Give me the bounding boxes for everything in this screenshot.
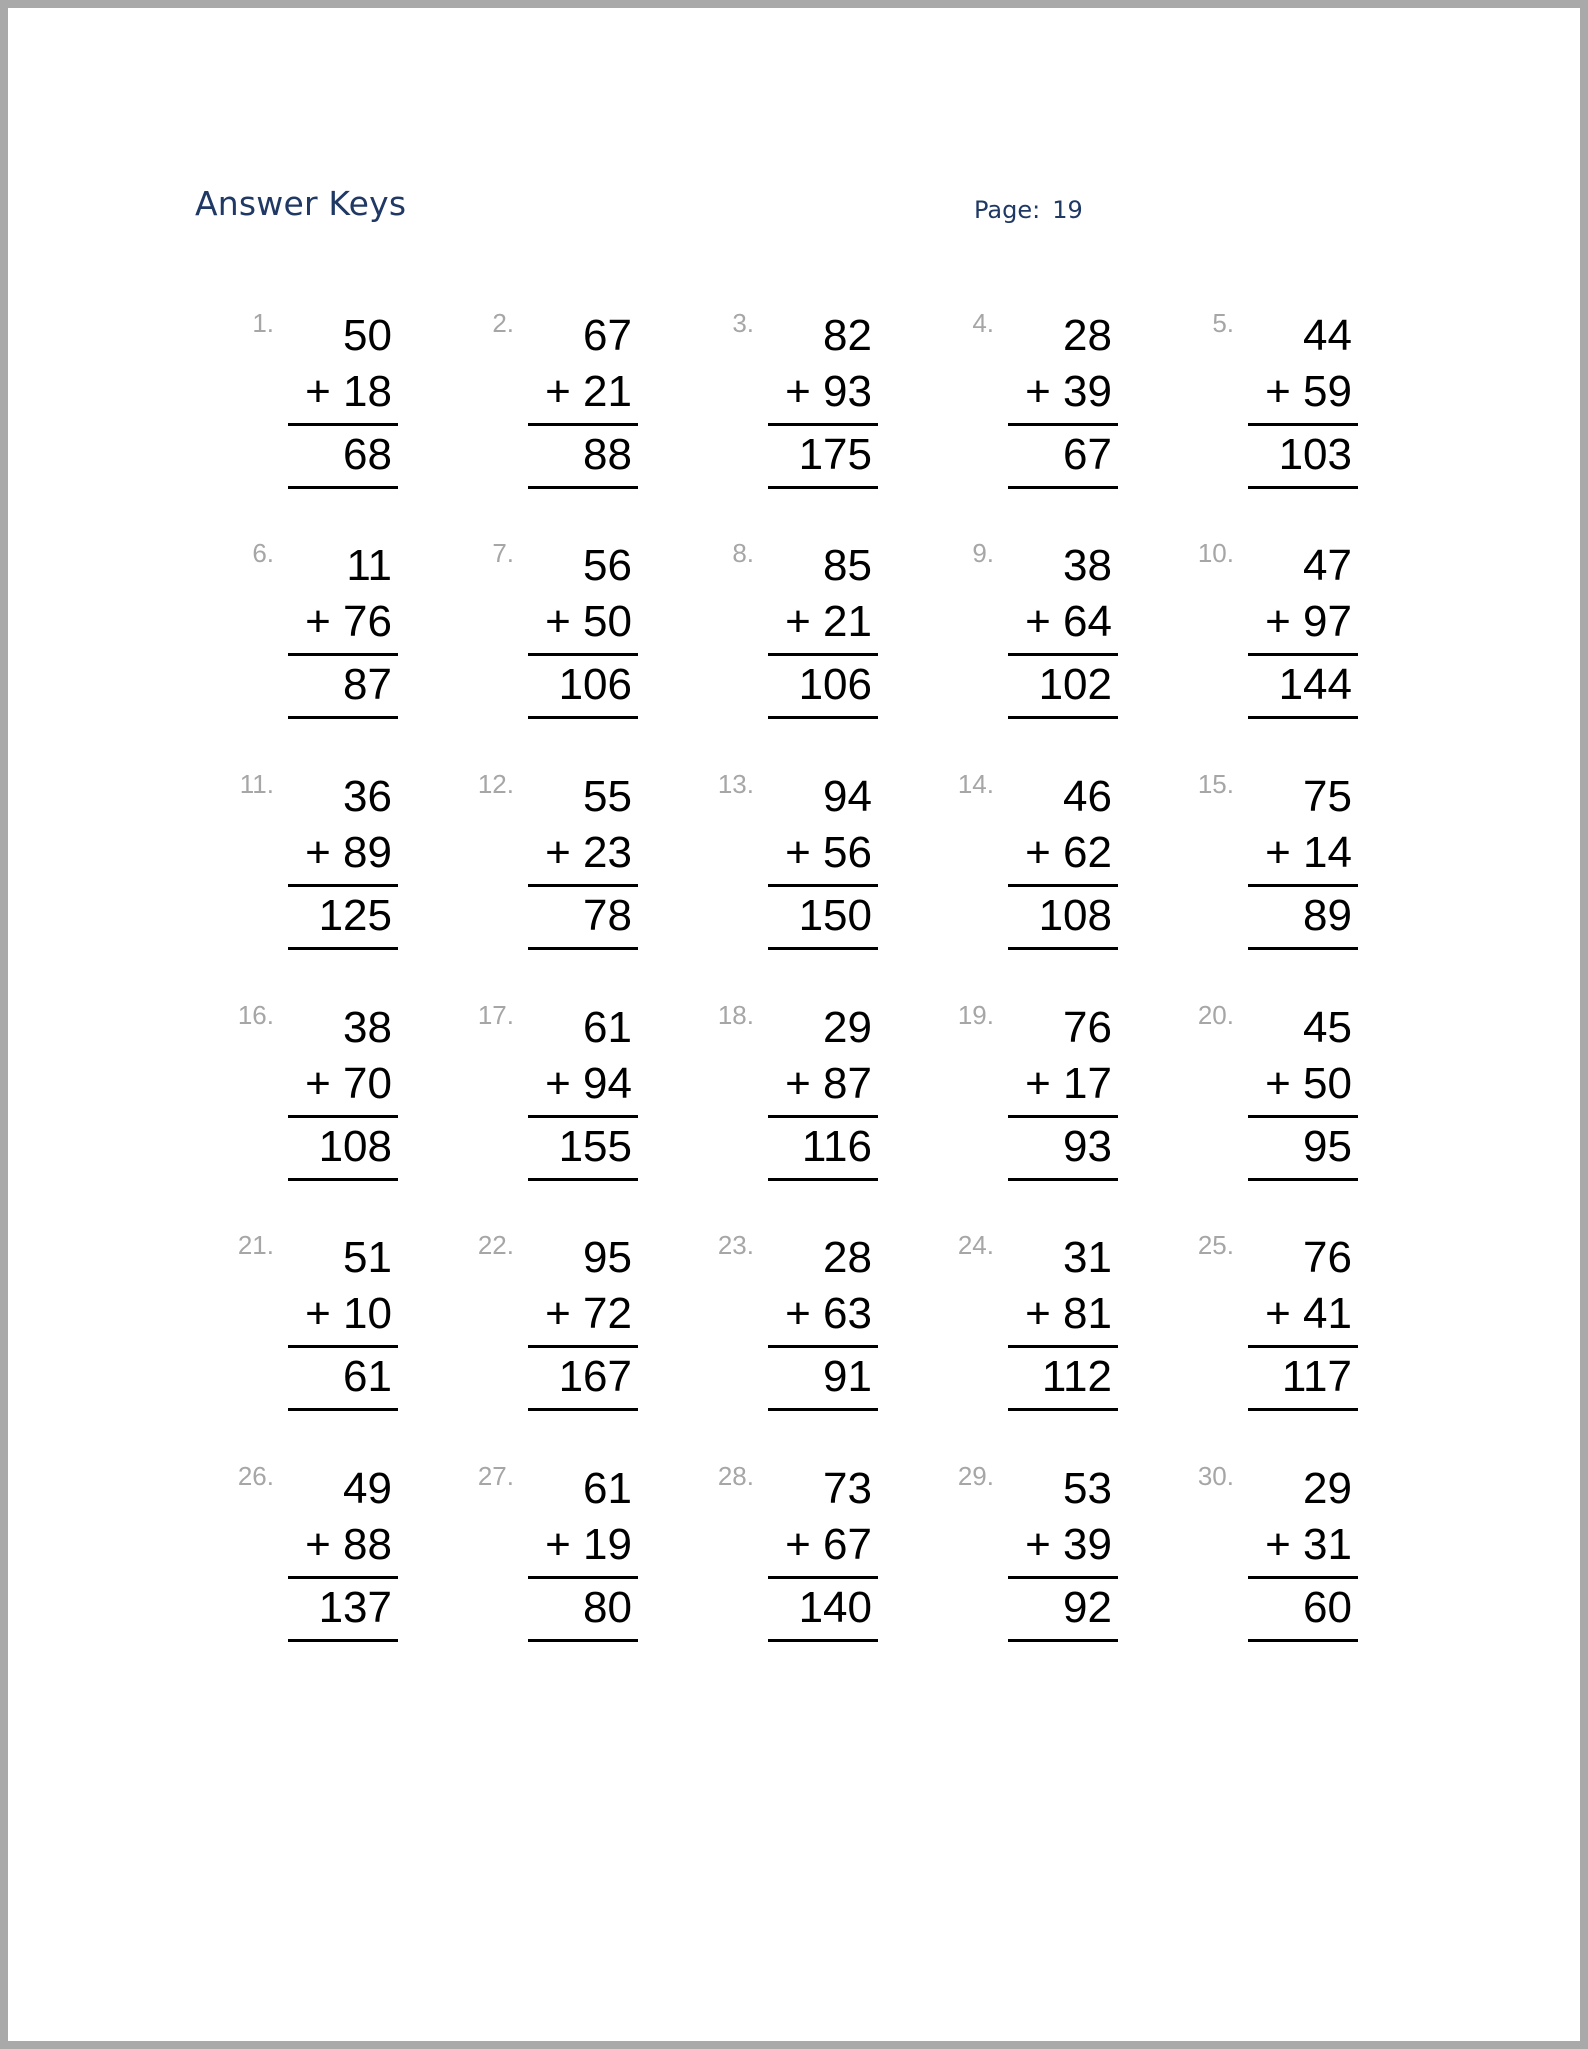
answer-underline — [1248, 1639, 1358, 1642]
addend-bottom: + 50 — [545, 597, 632, 646]
addend-bottom: + 62 — [1025, 828, 1112, 877]
sum-answer: 175 — [798, 430, 872, 479]
problem-stack — [1008, 308, 1118, 489]
problem-number: 19. — [957, 1000, 994, 1030]
addend-bottom: + 59 — [1265, 367, 1352, 416]
sum-answer: 80 — [583, 1583, 632, 1632]
addend-bottom: + 23 — [545, 828, 632, 877]
addend-top: 38 — [343, 1003, 392, 1052]
addition-problem — [704, 769, 944, 959]
addend-bottom: + 17 — [1025, 1059, 1112, 1108]
sum-answer: 150 — [798, 891, 872, 940]
problem-stack — [528, 769, 638, 950]
answer-underline — [1248, 1408, 1358, 1411]
addend-bottom: + 63 — [785, 1289, 872, 1338]
addend-bottom: + 10 — [305, 1289, 392, 1338]
page-title: Answer Keys — [195, 184, 407, 223]
addition-problem — [944, 308, 1184, 498]
problem-number: 28. — [717, 1461, 754, 1491]
answer-underline — [528, 1408, 638, 1411]
addition-problem — [1184, 1000, 1424, 1190]
sum-answer: 93 — [1063, 1122, 1112, 1171]
sum-answer: 117 — [1281, 1352, 1352, 1401]
problem-number: 12. — [477, 769, 514, 799]
problem-number: 17. — [477, 1000, 514, 1030]
addition-problem — [224, 1461, 464, 1651]
addition-problem — [1184, 1230, 1424, 1420]
problem-stack — [768, 538, 878, 719]
addend-top: 49 — [343, 1464, 392, 1513]
problem-stack — [528, 1461, 638, 1642]
problem-number: 5. — [1212, 308, 1234, 338]
problem-stack — [1248, 1461, 1358, 1642]
addend-bottom: + 93 — [785, 367, 872, 416]
answer-underline — [1008, 1178, 1118, 1181]
sum-answer: 144 — [1278, 660, 1352, 709]
problem-stack — [768, 1461, 878, 1642]
addition-problem — [224, 538, 464, 728]
problem-stack — [768, 769, 878, 950]
addend-top: 44 — [1303, 311, 1352, 360]
sum-answer: 68 — [343, 430, 392, 479]
sum-answer: 106 — [798, 660, 872, 709]
addend-top: 82 — [823, 311, 872, 360]
problem-stack — [528, 1230, 638, 1411]
sum-answer: 88 — [583, 430, 632, 479]
problem-number: 26. — [237, 1461, 274, 1491]
answer-underline — [768, 1408, 878, 1411]
problem-stack — [1248, 308, 1358, 489]
problem-stack — [768, 308, 878, 489]
answer-underline — [1008, 486, 1118, 489]
answer-underline — [768, 947, 878, 950]
answer-underline — [1008, 716, 1118, 719]
sum-answer: 87 — [343, 660, 392, 709]
addend-bottom: + 50 — [1265, 1059, 1352, 1108]
addition-problem — [1184, 308, 1424, 498]
addend-top: 28 — [823, 1233, 872, 1282]
addend-top: 76 — [1063, 1003, 1112, 1052]
problem-number: 4. — [972, 308, 994, 338]
answer-underline — [1248, 716, 1358, 719]
problem-number: 27. — [477, 1461, 514, 1491]
addition-problem — [944, 538, 1184, 728]
addend-bottom: + 21 — [785, 597, 872, 646]
addition-problem — [464, 308, 704, 498]
problem-stack — [1008, 538, 1118, 719]
addend-top: 31 — [1063, 1233, 1112, 1282]
addition-problem — [1184, 538, 1424, 728]
problem-number: 15. — [1197, 769, 1234, 799]
answer-underline — [528, 486, 638, 489]
addition-problem — [704, 1000, 944, 1190]
answer-underline — [288, 947, 398, 950]
problem-stack — [1248, 538, 1358, 719]
addend-top: 29 — [1303, 1464, 1352, 1513]
addition-problem — [704, 538, 944, 728]
addend-bottom: + 18 — [305, 367, 392, 416]
addend-bottom: + 64 — [1025, 597, 1112, 646]
answer-underline — [1248, 486, 1358, 489]
problem-stack — [528, 1000, 638, 1181]
problem-stack — [1248, 1230, 1358, 1411]
problem-stack — [1008, 1461, 1118, 1642]
addition-problem — [464, 1000, 704, 1190]
page-label: Page: — [974, 196, 1041, 224]
problem-stack — [1008, 769, 1118, 950]
problem-number: 23. — [717, 1230, 754, 1260]
problem-stack — [1248, 1000, 1358, 1181]
problem-number: 21. — [237, 1230, 274, 1260]
addition-problem — [224, 308, 464, 498]
answer-underline — [288, 1408, 398, 1411]
addend-bottom: + 88 — [305, 1520, 392, 1569]
addend-bottom: + 39 — [1025, 367, 1112, 416]
page-number: 19 — [1052, 196, 1083, 224]
addend-bottom: + 19 — [545, 1520, 632, 1569]
addend-top: 61 — [583, 1003, 632, 1052]
addend-top: 73 — [823, 1464, 872, 1513]
sum-answer: 67 — [1063, 430, 1112, 479]
addend-bottom: + 39 — [1025, 1520, 1112, 1569]
addend-bottom: + 67 — [785, 1520, 872, 1569]
addition-problem — [464, 1230, 704, 1420]
problem-stack — [528, 308, 638, 489]
problem-stack — [1008, 1000, 1118, 1181]
sum-answer: 140 — [798, 1583, 872, 1632]
answer-underline — [1248, 1178, 1358, 1181]
addend-bottom: + 76 — [305, 597, 392, 646]
sum-answer: 125 — [318, 891, 392, 940]
answer-underline — [1008, 1639, 1118, 1642]
sum-answer: 91 — [823, 1352, 872, 1401]
addend-top: 76 — [1303, 1233, 1352, 1282]
problem-number: 7. — [492, 538, 514, 568]
addend-top: 50 — [343, 311, 392, 360]
addend-top: 85 — [823, 541, 872, 590]
answer-underline — [768, 486, 878, 489]
addend-top: 29 — [823, 1003, 872, 1052]
problem-number: 6. — [252, 538, 274, 568]
addend-bottom: + 81 — [1025, 1289, 1112, 1338]
answer-underline — [528, 716, 638, 719]
answer-underline — [768, 716, 878, 719]
problem-number: 18. — [717, 1000, 754, 1030]
sum-answer: 89 — [1303, 891, 1352, 940]
problem-number: 3. — [732, 308, 754, 338]
addition-problem — [464, 538, 704, 728]
problem-stack — [288, 1000, 398, 1181]
addition-problem — [944, 1461, 1184, 1651]
sum-answer: 167 — [558, 1352, 632, 1401]
sum-answer: 108 — [318, 1122, 392, 1171]
addend-top: 28 — [1063, 311, 1112, 360]
problem-number: 16. — [237, 1000, 274, 1030]
addition-problem — [464, 1461, 704, 1651]
problem-number: 14. — [957, 769, 994, 799]
sum-answer: 112 — [1041, 1352, 1112, 1401]
addend-bottom: + 14 — [1265, 828, 1352, 877]
problem-stack — [288, 538, 398, 719]
addend-bottom: + 56 — [785, 828, 872, 877]
answer-underline — [288, 1639, 398, 1642]
problem-stack — [288, 308, 398, 489]
problem-stack — [288, 1230, 398, 1411]
addend-bottom: + 87 — [785, 1059, 872, 1108]
answer-underline — [288, 716, 398, 719]
problem-number: 2. — [492, 308, 514, 338]
problem-stack — [528, 538, 638, 719]
problem-number: 30. — [1197, 1461, 1234, 1491]
addend-top: 67 — [583, 311, 632, 360]
problem-number: 20. — [1197, 1000, 1234, 1030]
addend-top: 11 — [346, 541, 392, 590]
answer-underline — [528, 1178, 638, 1181]
problem-number: 10. — [1197, 538, 1234, 568]
sum-answer: 60 — [1303, 1583, 1352, 1632]
addition-problem — [224, 1000, 464, 1190]
addition-problem — [464, 769, 704, 959]
answer-underline — [768, 1178, 878, 1181]
addend-bottom: + 97 — [1265, 597, 1352, 646]
sum-answer: 103 — [1278, 430, 1352, 479]
addend-bottom: + 70 — [305, 1059, 392, 1108]
sum-answer: 78 — [583, 891, 632, 940]
problem-grid — [8, 8, 1580, 2041]
sum-answer: 102 — [1038, 660, 1112, 709]
addend-bottom: + 31 — [1265, 1520, 1352, 1569]
problem-number: 22. — [477, 1230, 514, 1260]
addition-problem — [704, 1230, 944, 1420]
problem-number: 9. — [972, 538, 994, 568]
addend-top: 45 — [1303, 1003, 1352, 1052]
answer-underline — [288, 486, 398, 489]
addition-problem — [944, 1230, 1184, 1420]
sum-answer: 92 — [1063, 1583, 1112, 1632]
problem-stack — [768, 1230, 878, 1411]
addition-problem — [944, 769, 1184, 959]
addend-top: 94 — [823, 772, 872, 821]
addition-problem — [704, 1461, 944, 1651]
addend-bottom: + 89 — [305, 828, 392, 877]
problem-stack — [288, 1461, 398, 1642]
addend-top: 36 — [343, 772, 392, 821]
answer-underline — [528, 1639, 638, 1642]
problem-number: 25. — [1197, 1230, 1234, 1260]
addend-top: 53 — [1063, 1464, 1112, 1513]
problem-number: 1. — [252, 308, 274, 338]
answer-underline — [288, 1178, 398, 1181]
addition-problem — [1184, 769, 1424, 959]
sum-answer: 108 — [1038, 891, 1112, 940]
answer-underline — [1248, 947, 1358, 950]
addend-top: 61 — [583, 1464, 632, 1513]
problem-number: 8. — [732, 538, 754, 568]
addend-top: 46 — [1063, 772, 1112, 821]
addend-bottom: + 94 — [545, 1059, 632, 1108]
problem-stack — [1248, 769, 1358, 950]
addend-top: 47 — [1303, 541, 1352, 590]
addend-top: 51 — [343, 1233, 392, 1282]
addition-problem — [224, 1230, 464, 1420]
addition-problem — [1184, 1461, 1424, 1651]
sum-answer: 95 — [1303, 1122, 1352, 1171]
problem-number: 29. — [957, 1461, 994, 1491]
answer-underline — [528, 947, 638, 950]
sum-answer: 116 — [801, 1122, 872, 1171]
sum-answer: 155 — [558, 1122, 632, 1171]
problem-stack — [1008, 1230, 1118, 1411]
answer-underline — [768, 1639, 878, 1642]
addition-problem — [704, 308, 944, 498]
problem-stack — [768, 1000, 878, 1181]
sum-answer: 106 — [558, 660, 632, 709]
addend-top: 38 — [1063, 541, 1112, 590]
addition-problem — [224, 769, 464, 959]
answer-underline — [1008, 947, 1118, 950]
addend-bottom: + 21 — [545, 367, 632, 416]
problem-stack — [288, 769, 398, 950]
addend-top: 56 — [583, 541, 632, 590]
addend-top: 75 — [1303, 772, 1352, 821]
addition-problem — [944, 1000, 1184, 1190]
sum-answer: 137 — [318, 1583, 392, 1632]
addend-top: 55 — [583, 772, 632, 821]
problem-number: 24. — [957, 1230, 994, 1260]
addend-bottom: + 72 — [545, 1289, 632, 1338]
sum-answer: 61 — [343, 1352, 392, 1401]
problem-number: 13. — [717, 769, 754, 799]
answer-underline — [1008, 1408, 1118, 1411]
problem-number: 11. — [239, 769, 274, 799]
addend-bottom: + 41 — [1265, 1289, 1352, 1338]
addend-top: 95 — [583, 1233, 632, 1282]
